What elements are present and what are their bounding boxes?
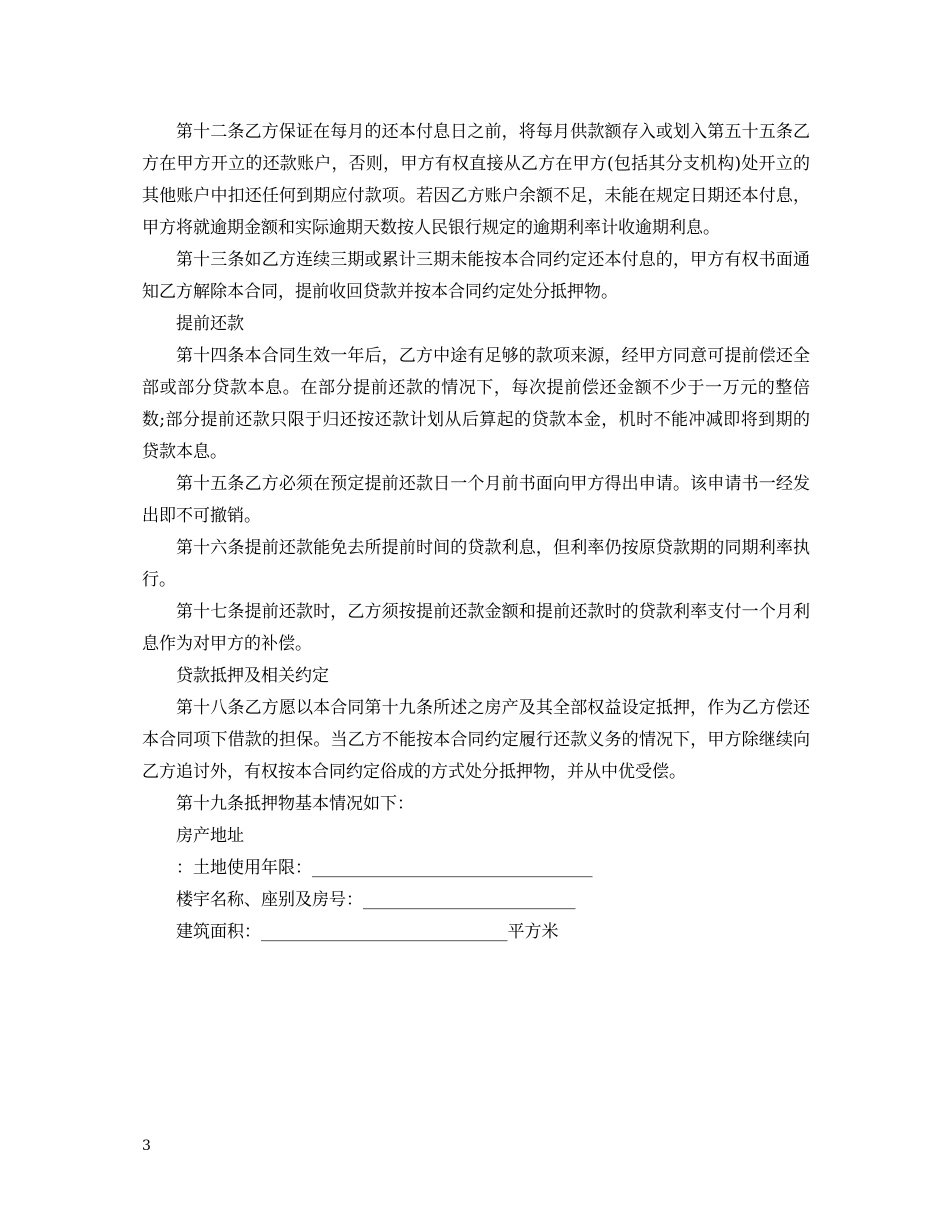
land-use-term-field: ：土地使用年限：_________________________________	[176, 858, 593, 878]
page-number: 3	[142, 1138, 151, 1154]
floor-area-field: 建筑面积：_____________________________平方米	[176, 922, 559, 942]
clause-18: 第十八条乙方愿以本合同第十九条所述之房产及其全部权益设定抵押，作为乙方偿还本合同项下借款的担保。当乙方不能按本合同约定履行还款义务的情况下，甲方除继续向乙方追讨外，有权按本合同约定俗成的方式处分抵押物，并从中优受偿。	[142, 698, 810, 782]
clause-17: 第十七条提前还款时，乙方须按提前还款金额和提前还款时的贷款利率支付一个月利息作为对甲方的补偿。	[142, 602, 810, 654]
clause-16: 第十六条提前还款能免去所提前时间的贷款利息，但利率仍按原贷款期的同期利率执行。	[142, 538, 810, 590]
section-heading-mortgage: 贷款抵押及相关约定	[176, 666, 329, 686]
clause-19: 第十九条抵押物基本情况如下：	[176, 794, 414, 814]
building-name-field: 楼宇名称、座别及房号：_________________________	[176, 890, 576, 910]
property-address-label: 房产地址	[176, 826, 244, 846]
document-body	[142, 116, 810, 948]
clause-13: 第十三条如乙方连续三期或累计三期未能按本合同约定还本付息的，甲方有权书面通知乙方解除本合同，提前收回贷款并按本合同约定处分抵押物。	[142, 250, 810, 302]
clause-15: 第十五条乙方必须在预定提前还款日一个月前书面向甲方得出申请。该申请书一经发出即不可撤销。	[142, 474, 810, 526]
clause-12: 第十二条乙方保证在每月的还本付息日之前，将每月供款额存入或划入第五十五条乙方在甲方开立的还款账户，否则，甲方有权直接从乙方在甲方(包括其分支机构)处开立的其他账户中扣还任何到期应付款项。若因乙方账户余额不足，未能在规定日期还本付息，甲方将就逾期金额和实际逾期天数按人民银行规定的逾期利率计收逾期利息。	[142, 122, 810, 238]
section-heading-prepayment: 提前还款	[176, 314, 244, 334]
clause-14: 第十四条本合同生效一年后，乙方中途有足够的款项来源，经甲方同意可提前偿还全部或部分贷款本息。在部分提前还款的情况下，每次提前偿还金额不少于一万元的整倍数;部分提前还款只限于归还按还款计划从后算起的贷款本金，机时不能冲减即将到期的贷款本息。	[142, 346, 810, 462]
